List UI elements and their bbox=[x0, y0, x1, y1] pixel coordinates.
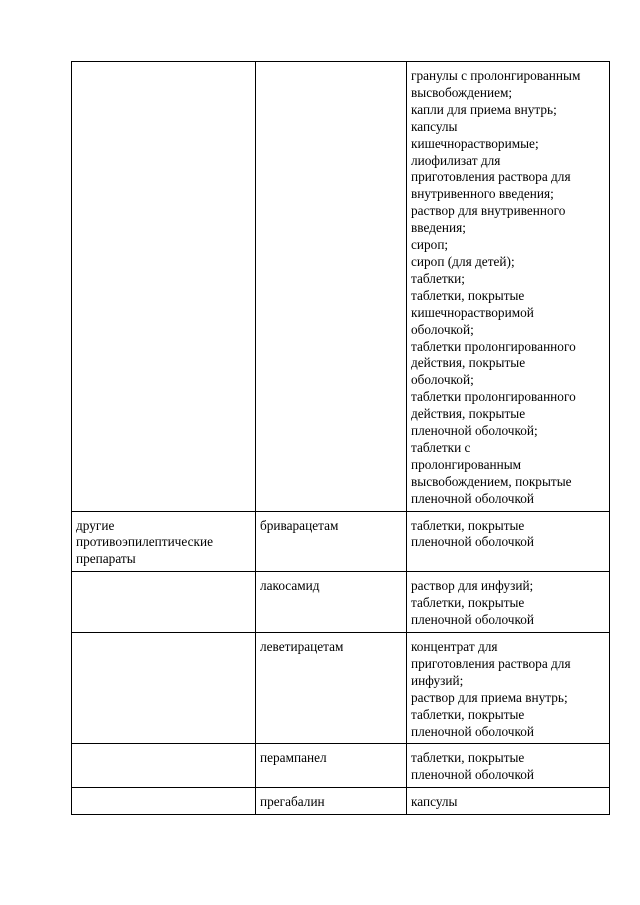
cell-text-line: пленочной оболочкой bbox=[411, 767, 535, 783]
drug-cell bbox=[256, 744, 407, 788]
cell-text-line: оболочкой; bbox=[411, 321, 474, 337]
cell-text-line: таблетки, покрытые bbox=[411, 595, 525, 611]
cell-text-line: таблетки; bbox=[411, 270, 465, 286]
cell-text-line: действия, покрытые bbox=[411, 406, 526, 422]
cell-text-line: пролонгированным bbox=[411, 456, 522, 472]
table-row bbox=[72, 788, 610, 815]
cell-text-line: капсулы bbox=[411, 794, 458, 810]
cell-text-line: прегабалин bbox=[260, 794, 325, 810]
cell-text-line: таблетки пролонгированного bbox=[411, 389, 576, 405]
cell-text-line: действия, покрытые bbox=[411, 355, 526, 371]
table-row bbox=[72, 633, 610, 744]
cell-text-line: пленочной оболочкой bbox=[411, 534, 535, 550]
dosage-forms-cell bbox=[407, 62, 610, 512]
cell-text-line: раствор для приема внутрь; bbox=[411, 689, 568, 705]
cell-text-line: таблетки, покрытые bbox=[411, 750, 525, 766]
cell-text-line: оболочкой; bbox=[411, 372, 474, 388]
table-row bbox=[72, 62, 610, 512]
table-row bbox=[72, 744, 610, 788]
dosage-forms-cell bbox=[407, 633, 610, 744]
cell-text-line: таблетки, покрытые bbox=[411, 287, 525, 303]
group-cell bbox=[72, 511, 256, 572]
cell-text-line: раствор для внутривенного bbox=[411, 203, 566, 219]
table-row bbox=[72, 511, 610, 572]
cell-text-line: кишечнорастворимые; bbox=[411, 135, 539, 151]
drug-cell bbox=[256, 572, 407, 633]
cell-text-line: противоэпилептические bbox=[76, 534, 213, 550]
cell-text-line: приготовления раствора для bbox=[411, 169, 571, 185]
cell-text-line: введения; bbox=[411, 220, 466, 236]
cell-text-line: раствор для инфузий; bbox=[411, 578, 534, 594]
table-row bbox=[72, 572, 610, 633]
dosage-forms-cell bbox=[407, 744, 610, 788]
cell-text-line: таблетки пролонгированного bbox=[411, 338, 576, 354]
cell-text-line: препараты bbox=[76, 551, 136, 567]
cell-text-line: пленочной оболочкой bbox=[411, 490, 535, 506]
cell-text-line: перампанел bbox=[260, 750, 327, 766]
cell-text-line: пленочной оболочкой bbox=[411, 723, 535, 739]
cell-text-line: приготовления раствора для bbox=[411, 655, 571, 671]
cell-text-line: таблетки, покрытые bbox=[411, 517, 525, 533]
cell-text-line: кишечнорастворимой bbox=[411, 304, 534, 320]
cell-text-line: пленочной оболочкой bbox=[411, 612, 535, 628]
cell-text-line: высвобождением, покрытые bbox=[411, 473, 572, 489]
group-cell bbox=[72, 633, 256, 744]
cell-text-line: таблетки, покрытые bbox=[411, 706, 525, 722]
cell-text-line: другие bbox=[76, 517, 115, 533]
cell-text-line: внутривенного введения; bbox=[411, 186, 554, 202]
cell-text-line: пленочной оболочкой; bbox=[411, 423, 538, 439]
group-cell bbox=[72, 788, 256, 815]
cell-text-line: сироп (для детей); bbox=[411, 253, 515, 269]
drug-cell bbox=[256, 633, 407, 744]
medication-table bbox=[71, 61, 610, 815]
cell-text-line: таблетки с bbox=[411, 439, 471, 455]
cell-text-line: капсулы bbox=[411, 118, 458, 134]
cell-text-line: лиофилизат для bbox=[411, 152, 501, 168]
medication-table-body bbox=[72, 62, 610, 815]
cell-text-line: лакосамид bbox=[260, 578, 320, 594]
cell-text-line: инфузий; bbox=[411, 672, 464, 688]
cell-text-line: капли для приема внутрь; bbox=[411, 101, 557, 117]
dosage-forms-cell bbox=[407, 788, 610, 815]
group-cell bbox=[72, 572, 256, 633]
drug-cell bbox=[256, 511, 407, 572]
dosage-forms-cell bbox=[407, 511, 610, 572]
dosage-forms-cell bbox=[407, 572, 610, 633]
cell-text-line: гранулы с пролонгированным bbox=[411, 68, 581, 83]
cell-text-line: сироп; bbox=[411, 237, 449, 253]
cell-text-line: бриварацетам bbox=[260, 517, 339, 533]
drug-cell bbox=[256, 62, 407, 512]
drug-cell bbox=[256, 788, 407, 815]
cell-text-line: концентрат для bbox=[411, 639, 498, 654]
cell-text-line: высвобождением; bbox=[411, 84, 513, 100]
cell-text-line: леветирацетам bbox=[260, 639, 344, 654]
group-cell bbox=[72, 62, 256, 512]
group-cell bbox=[72, 744, 256, 788]
